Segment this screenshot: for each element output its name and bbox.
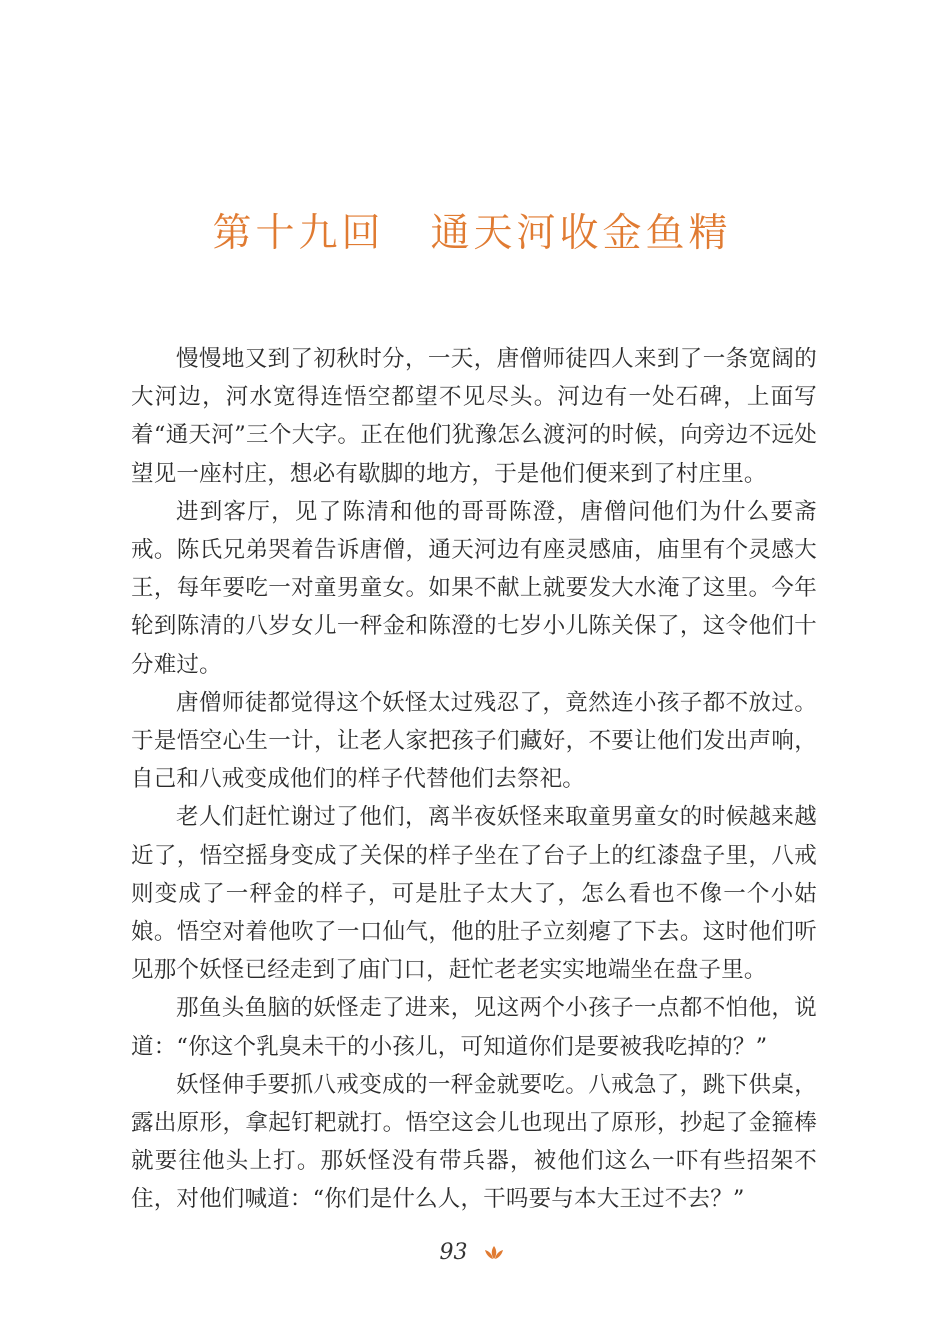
paragraph: 慢慢地又到了初秋时分，一天，唐僧师徒四人来到了一条宽阔的大河边，河水宽得连悟空都望不见尽头。河边有一处石碑，上面写着“通天河”三个大字。正在他们犹豫怎么渡河的时候，向旁边不远处望见一座村庄，想必有歇脚的地方，于是他们便来到了村庄里。: [131, 346, 817, 487]
chapter-name: 通天河收金鱼精: [430, 211, 732, 256]
chapter-number: 第十九回: [212, 211, 385, 256]
lotus-icon: [483, 1244, 505, 1262]
paragraph: 进到客厅，见了陈清和他的哥哥陈澄，唐僧问他们为什么要斋戒。陈氏兄弟哭着告诉唐僧，通天河边有座灵感庙，庙里有个灵感大王，每年要吃一对童男童女。如果不献上就要发大水淹了这里。今年轮到陈清的八岁女儿一秤金和陈澄的七岁小儿陈关保了，这令他们十分难过。: [131, 498, 817, 678]
page-number: 93: [439, 1240, 468, 1265]
paragraph: 那鱼头鱼脑的妖怪走了进来，见这两个小孩子一点都不怕他，说道：“你这个乳臭未干的小孩儿，可知道你们是要被我吃掉的？”: [131, 995, 817, 1060]
paragraph: 妖怪伸手要抓八戒变成的一秤金就要吃。八戒急了，跳下供桌，露出原形，拿起钉耙就打。悟空这会儿也现出了原形，抄起了金箍棒就要往他头上打。那妖怪没有带兵器，被他们这么一吓有些招架不住，对他们喊道：“你们是什么人，干吗要与本大王过不去？”: [131, 1071, 817, 1213]
page-footer: [0, 1240, 944, 1280]
paragraph: 老人们赶忙谢过了他们，离半夜妖怪来取童男童女的时候越来越近了，悟空摇身变成了关保的样子坐在了台子上的红漆盘子里，八戒则变成了一秤金的样子，可是肚子太大了，怎么看也不像一个小姑娘。悟空对着他吹了一口仙气，他的肚子立刻瘪了下去。这时他们听见那个妖怪已经走到了庙门口，赶忙老老实实地端坐在盘子里。: [131, 804, 817, 984]
paragraph: 唐僧师徒都觉得这个妖怪太过残忍了，竟然连小孩子都不放过。于是悟空心生一计，让老人家把孩子们藏好，不要让他们发出声响，自己和八戒变成他们的样子代替他们去祭祀。: [131, 689, 817, 793]
chapter-title: [0, 206, 944, 262]
story-body: [131, 340, 817, 1219]
